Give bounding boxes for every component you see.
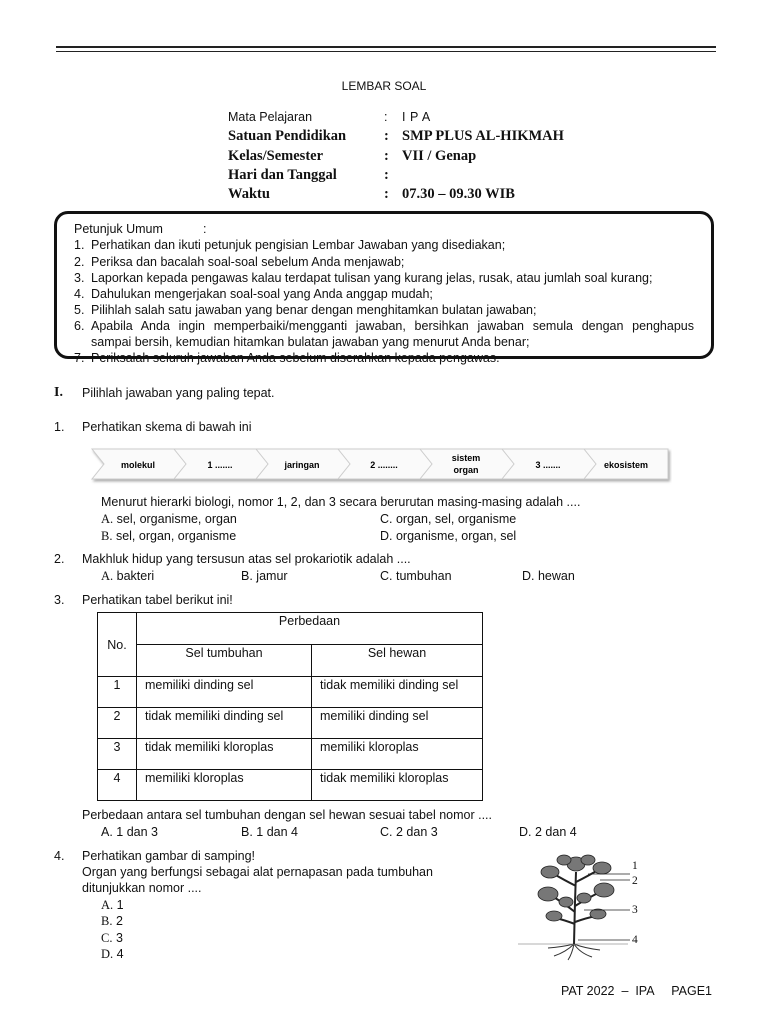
instruction-item: 4. Dahulukan mengerjakan soal-soal yang Anda anggap mudah; — [74, 287, 433, 301]
option-b: B. 2 — [101, 914, 123, 928]
option-b: B. jamur — [241, 569, 288, 583]
info-label-time: Waktu — [228, 186, 270, 202]
instruction-item-continuation: sampai bersih, kemudian hitamkan bulatan jawaban yang menurut Anda benar; — [91, 335, 530, 349]
option-c: C. tumbuhan — [380, 569, 452, 583]
section-number: I. — [54, 385, 63, 400]
chevron-label-ekosistem: ekosistem — [603, 460, 649, 470]
question-text-line: Organ yang berfungsi sebagai alat pernapasan pada tumbuhan — [82, 865, 433, 879]
table-cell-no: 1 — [98, 677, 137, 708]
plant-roots — [518, 944, 628, 960]
instructions-heading-text: Petunjuk Umum — [74, 222, 163, 236]
chevron-label-sistem: sistem — [451, 453, 481, 463]
figure-label-3: 3 — [632, 904, 638, 916]
table-row — [98, 677, 483, 708]
question-text: Perbedaan antara sel tumbuhan dengan sel hewan sesuai tabel nomor .... — [82, 808, 492, 822]
question-stem: Perhatikan skema di bawah ini — [82, 420, 252, 434]
section-instruction: Pilihlah jawaban yang paling tepat. — [82, 386, 275, 400]
table-header-group: Perbedaan — [137, 613, 483, 645]
chevron-label-organ: organ — [453, 465, 479, 475]
info-value-class: VII / Genap — [402, 148, 477, 164]
option-a: A. 1 — [101, 898, 124, 912]
table-row — [98, 708, 483, 739]
option-a: A. bakteri — [101, 569, 155, 583]
header-rule-thin — [56, 51, 716, 52]
figure-label-1: 1 — [632, 860, 638, 872]
info-colon: : — [384, 167, 389, 183]
info-colon: : — [384, 148, 389, 164]
info-value-time: 07.30 – 09.30 WIB — [402, 186, 515, 202]
page-footer: PAT 2022 – IPA PAGE1 — [560, 984, 712, 998]
instructions-heading — [74, 222, 694, 236]
info-label-school: Satuan Pendidikan — [228, 128, 347, 144]
table-row — [98, 770, 483, 801]
question-number: 1. — [54, 420, 65, 434]
instruction-item: 3. Laporkan kepada pengawas kalau terdapat tulisan yang kurang jelas, rusak, atau jumlah soal kurang; — [74, 271, 653, 285]
instruction-item: 2. Periksa dan bacalah soal-soal sebelum Anda menjawab; — [74, 255, 405, 269]
table-cell-plant: memiliki kloroplas — [137, 770, 312, 801]
info-colon: : — [384, 186, 389, 202]
instruction-item: 1. Perhatikan dan ikuti petunjuk pengisian Lembar Jawaban yang disediakan; — [74, 238, 506, 252]
table-header-row — [98, 613, 483, 645]
plant-figure — [518, 852, 648, 962]
chevron-label-jaringan: jaringan — [284, 460, 320, 470]
question-number: 2. — [54, 552, 65, 566]
comparison-table — [97, 612, 483, 801]
info-label-subject: Mata Pelajaran — [228, 110, 313, 124]
page-title: LEMBAR SOAL — [341, 79, 427, 93]
question-number: 3. — [54, 593, 65, 607]
question-number: 4. — [54, 849, 65, 863]
table-cell-plant: memiliki dinding sel — [137, 677, 312, 708]
option-c: C. 2 dan 3 — [380, 825, 438, 839]
table-cell-animal: memiliki dinding sel — [312, 708, 483, 739]
chevron-label-molekul: molekul — [120, 460, 156, 470]
hierarchy-chevron-diagram — [88, 444, 672, 486]
table-cell-no: 2 — [98, 708, 137, 739]
question-text: Menurut hierarki biologi, nomor 1, 2, dan 3 secara berurutan masing-masing adalah .... — [101, 495, 581, 509]
figure-label-4: 4 — [632, 934, 638, 946]
header-rule-thick — [56, 46, 716, 48]
figure-label-2: 2 — [632, 875, 638, 887]
table-cell-plant: tidak memiliki kloroplas — [137, 739, 312, 770]
option-c: C. 3 — [101, 931, 123, 945]
instruction-item: 7. Periksalah seluruh jawaban Anda sebelum diserahkan kepada pengawas. — [74, 351, 500, 365]
option-c: C. organ, sel, organisme — [380, 512, 517, 526]
option-d: D. organisme, organ, sel — [380, 529, 517, 543]
chevron-label-3: 3 ....... — [535, 460, 561, 470]
option-d: D. 4 — [101, 947, 124, 961]
table-header-plant: Sel tumbuhan — [137, 645, 312, 677]
info-label-class: Kelas/Semester — [228, 148, 324, 164]
option-b: B. 1 dan 4 — [241, 825, 299, 839]
option-d: D. hewan — [522, 569, 575, 583]
table-header-animal: Sel hewan — [312, 645, 483, 677]
table-cell-no: 3 — [98, 739, 137, 770]
question-stem: Perhatikan tabel berikut ini! — [82, 593, 233, 607]
chevron-label-2: 2 ........ — [370, 460, 398, 470]
table-cell-no: 4 — [98, 770, 137, 801]
table-row — [98, 739, 483, 770]
question-text-line: ditunjukkan nomor .... — [82, 881, 202, 895]
table-cell-animal: tidak memiliki dinding sel — [312, 677, 483, 708]
plant-stem — [552, 870, 600, 944]
chevron-label-1: 1 ....... — [207, 460, 233, 470]
table-cell-animal: memiliki kloroplas — [312, 739, 483, 770]
instruction-item: 5. Pilihlah salah satu jawaban yang benar dengan menghitamkan bulatan jawaban; — [74, 303, 537, 317]
info-value-subject: I P A — [402, 110, 431, 124]
table-cell-plant: tidak memiliki dinding sel — [137, 708, 312, 739]
table-header-no: No. — [98, 613, 137, 677]
question-stem: Makhluk hidup yang tersusun atas sel prokariotik adalah .... — [82, 552, 411, 566]
option-a: A. 1 dan 3 — [101, 825, 159, 839]
info-colon: : — [384, 128, 389, 144]
info-colon: : — [384, 110, 388, 124]
option-a: A. sel, organisme, organ — [101, 512, 237, 526]
question-stem: Perhatikan gambar di samping! — [82, 849, 256, 863]
instruction-item: 6. Apabila Anda ingin memperbaiki/mengganti jawaban, bersihkan jawaban semula dengan penghapus — [74, 319, 694, 333]
option-d: D. 2 dan 4 — [519, 825, 577, 839]
table-cell-animal: tidak memiliki kloroplas — [312, 770, 483, 801]
info-label-date: Hari dan Tanggal — [228, 167, 337, 183]
option-b: B. sel, organ, organisme — [101, 529, 237, 543]
table-subheader-row — [98, 645, 483, 677]
instructions-heading-colon: : — [202, 222, 207, 236]
info-value-school: SMP PLUS AL-HIKMAH — [402, 128, 564, 144]
